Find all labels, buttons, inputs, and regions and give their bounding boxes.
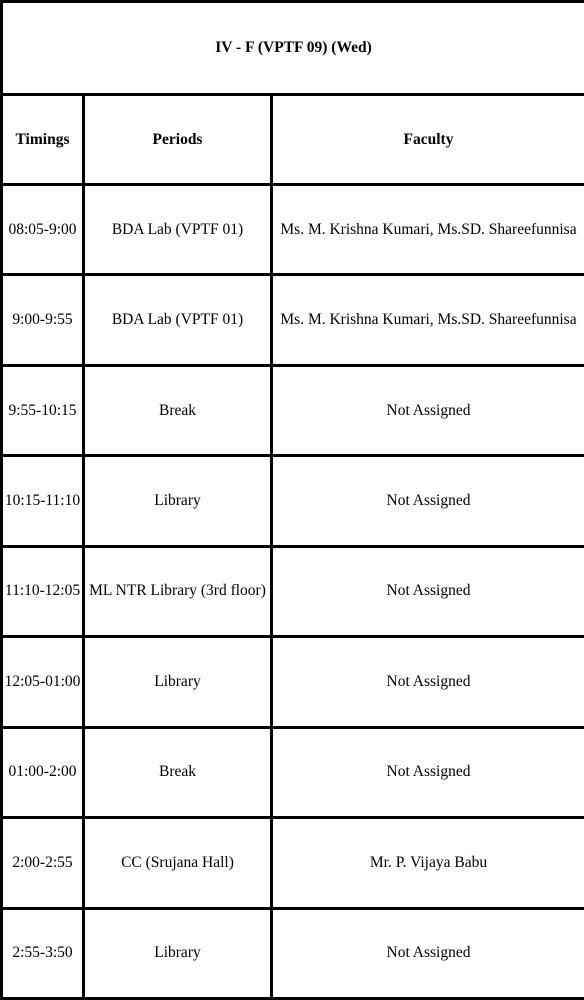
faculty-cell: Not Assigned — [272, 456, 584, 546]
timing-cell: 9:55-10:15 — [2, 365, 84, 455]
timing-cell: 01:00-2:00 — [2, 727, 84, 817]
faculty-cell: Not Assigned — [272, 908, 584, 999]
timing-cell: 08:05-9:00 — [2, 185, 84, 275]
title-row — [2, 2, 584, 95]
period-cell: Library — [84, 908, 272, 999]
faculty-cell: Not Assigned — [272, 637, 584, 727]
period-cell: Break — [84, 365, 272, 455]
faculty-cell: Not Assigned — [272, 727, 584, 817]
timing-cell: 9:00-9:55 — [2, 275, 84, 365]
period-cell: BDA Lab (VPTF 01) — [84, 275, 272, 365]
table-row — [2, 637, 584, 727]
header-timings: Timings — [2, 95, 84, 185]
table-row — [2, 275, 584, 365]
period-cell: BDA Lab (VPTF 01) — [84, 185, 272, 275]
table-row — [2, 727, 584, 817]
faculty-cell: Ms. M. Krishna Kumari, Ms.SD. Shareefunnisa — [272, 185, 584, 275]
timing-cell: 10:15-11:10 — [2, 456, 84, 546]
timing-cell: 11:10-12:05 — [2, 546, 84, 636]
header-row — [2, 95, 584, 185]
period-cell: CC (Srujana Hall) — [84, 818, 272, 908]
faculty-cell: Not Assigned — [272, 546, 584, 636]
timing-cell: 2:00-2:55 — [2, 818, 84, 908]
table-row — [2, 908, 584, 999]
faculty-cell: Not Assigned — [272, 365, 584, 455]
table-title: IV - F (VPTF 09) (Wed) — [2, 2, 584, 95]
table-row — [2, 546, 584, 636]
table-row — [2, 365, 584, 455]
table-row — [2, 185, 584, 275]
table-row — [2, 818, 584, 908]
timing-cell: 2:55-3:50 — [2, 908, 84, 999]
header-faculty: Faculty — [272, 95, 584, 185]
period-cell: Library — [84, 637, 272, 727]
faculty-cell: Ms. M. Krishna Kumari, Ms.SD. Shareefunnisa — [272, 275, 584, 365]
period-cell: Library — [84, 456, 272, 546]
header-periods: Periods — [84, 95, 272, 185]
timing-cell: 12:05-01:00 — [2, 637, 84, 727]
table-row — [2, 456, 584, 546]
period-cell: ML NTR Library (3rd floor) — [84, 546, 272, 636]
period-cell: Break — [84, 727, 272, 817]
faculty-cell: Mr. P. Vijaya Babu — [272, 818, 584, 908]
